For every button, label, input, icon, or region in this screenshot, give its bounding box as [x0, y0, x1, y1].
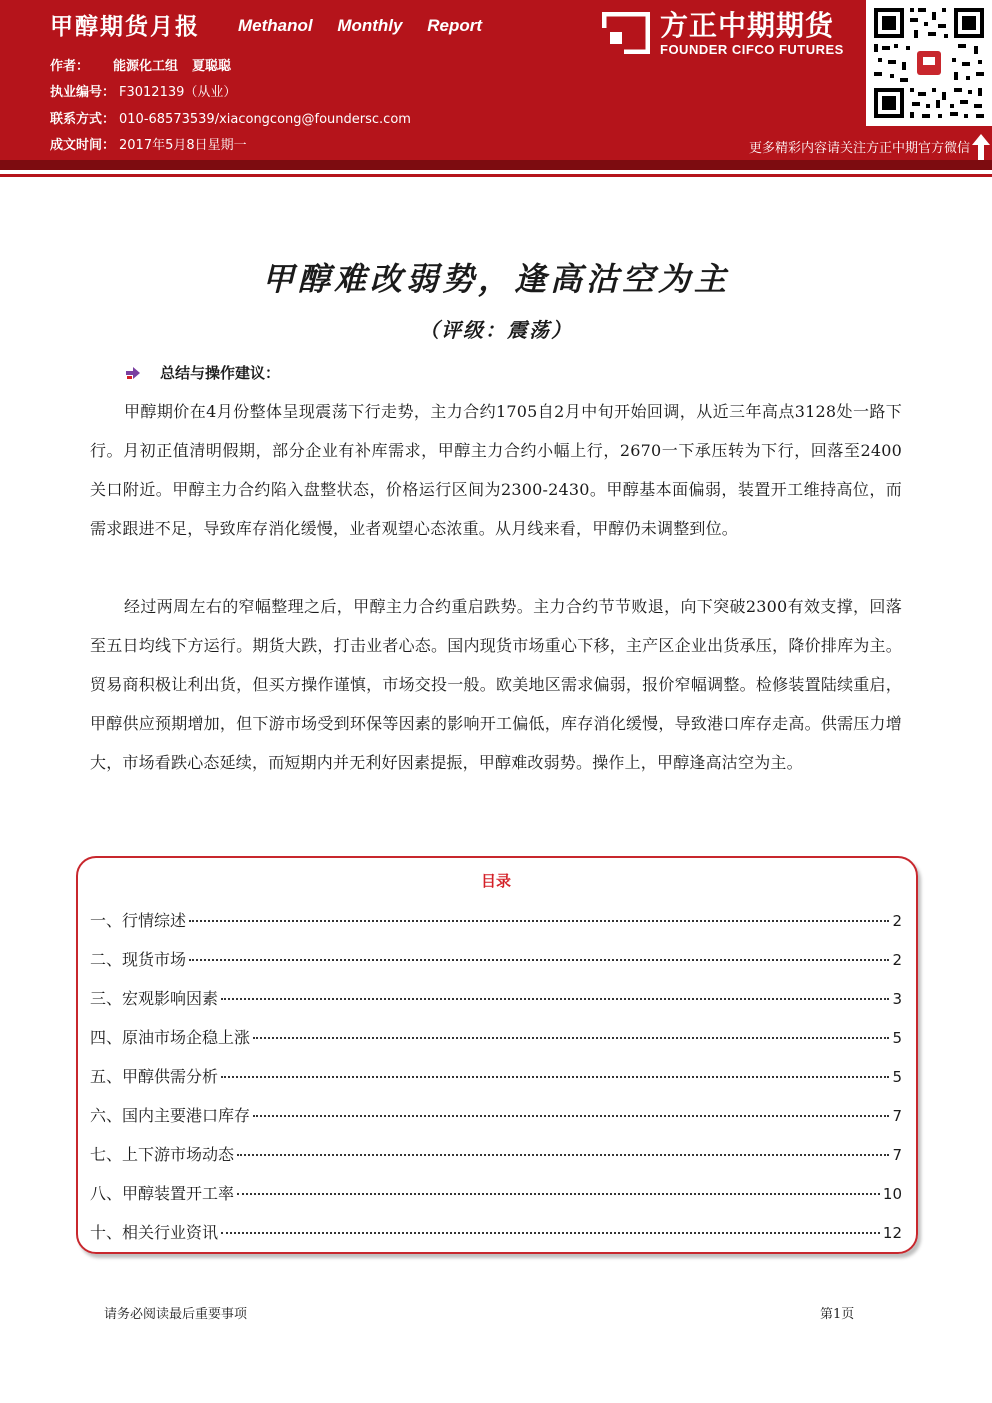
report-title-cn: 甲醇期货月报 [50, 14, 200, 40]
toc-item[interactable] [90, 908, 902, 932]
license-line [50, 81, 236, 100]
contact-value[interactable]: 010-68573539/xiacongcong@foundersc.com [119, 112, 411, 127]
license-value: F3012139（从业） [119, 85, 237, 100]
toc-item-label: 十、相关行业资讯 [90, 1223, 219, 1242]
toc-leader [221, 1231, 880, 1234]
logo-text-en: FOUNDER CIFCO FUTURES [660, 42, 844, 57]
toc-leader [237, 1153, 889, 1156]
date-line [50, 134, 247, 153]
toc-leader [221, 997, 889, 1000]
toc-item-page: 3 [892, 990, 902, 1008]
toc-item-page: 5 [892, 1068, 902, 1086]
article-rating: （评级：震荡） [419, 318, 573, 342]
author-team: 能源化工组 [113, 59, 179, 74]
founder-logo-icon [602, 12, 650, 54]
toc-leader [253, 1114, 889, 1117]
toc-item-page: 10 [882, 1185, 902, 1203]
toc-item-page: 2 [892, 912, 902, 930]
contact-line [50, 108, 411, 127]
paragraph-2: 经过两周左右的窄幅整理之后，甲醇主力合约重启跌势。主力合约节节败退，向下突破2300有效支撑，回落至五日均线下方运行。期货大跌，打击业者心态。国内现货市场重心下移，主产区企业出货承压，降价排库为主。贸易商积极让利出货，但买方操作谨慎，市场交投一般。欧美地区需求偏弱，报价窄幅调整。检修装置陆续重启，甲醇供应预期增加，但下游市场受到环保等因素的影响开工偏低，库存消化缓慢，导致港口库存走高。供需压力增大，市场看跌心态延续，而短期内并无利好因素提振，甲醇难改弱势。操作上，甲醇逢高沽空为主。 [90, 597, 902, 772]
header-divider [0, 160, 992, 170]
toc-leader [221, 1075, 889, 1078]
toc-leader [189, 958, 889, 961]
toc-item-page: 2 [892, 951, 902, 969]
author-line [50, 55, 231, 74]
license-label: 执业编号： [50, 85, 116, 100]
toc-item[interactable] [90, 1220, 902, 1244]
toc-item[interactable] [90, 986, 902, 1010]
toc-item-label: 一、行情综述 [90, 911, 187, 930]
author-name: 夏聪聪 [192, 59, 232, 74]
date-label: 成文时间： [50, 138, 116, 153]
toc-item[interactable] [90, 1142, 902, 1166]
toc-item[interactable] [90, 947, 902, 971]
contact-label: 联系方式： [50, 112, 116, 127]
toc-item[interactable] [90, 1064, 902, 1088]
toc-item[interactable] [90, 1103, 902, 1127]
footer-page-number: 第1页 [820, 1307, 855, 1322]
toc-item-label: 二、现货市场 [90, 950, 187, 969]
wechat-qr-code [866, 0, 992, 126]
toc-item-page: 12 [882, 1224, 902, 1242]
wechat-note: 更多精彩内容请关注方正中期官方微信 [748, 141, 970, 156]
toc-leader [253, 1036, 889, 1039]
toc-item-label: 三、宏观影响因素 [90, 989, 219, 1008]
header-rule [0, 174, 992, 177]
article-title: 甲醇难改弱势，逢高沽空为主 [261, 260, 730, 298]
toc-item-page: 7 [892, 1107, 902, 1125]
report-header [0, 0, 992, 168]
author-label: 作者： [50, 59, 90, 74]
toc-item-label: 四、原油市场企稳上涨 [90, 1028, 251, 1047]
toc-item-label: 五、甲醇供需分析 [90, 1067, 219, 1086]
summary-heading-text: 总结与操作建议： [160, 364, 281, 382]
toc-leader [237, 1192, 880, 1195]
date-value: 2017年5月8日星期一 [119, 138, 247, 153]
arrow-up-icon [972, 134, 990, 160]
toc-item-label: 六、国内主要港口库存 [90, 1106, 251, 1125]
report-title-en: Methanol Monthly Report [238, 16, 482, 35]
toc-item-page: 5 [892, 1029, 902, 1047]
qr-code-icon [866, 0, 992, 126]
toc-item-label: 八、甲醇装置开工率 [90, 1184, 235, 1203]
toc-title: 目录 [480, 872, 511, 890]
bullet-arrow-icon [126, 366, 140, 380]
toc-item-page: 7 [892, 1146, 902, 1164]
toc-item-label: 七、上下游市场动态 [90, 1145, 235, 1164]
toc-item[interactable] [90, 1181, 902, 1205]
logo-text-cn: 方正中期期货 [660, 9, 835, 42]
toc-item[interactable] [90, 1025, 902, 1049]
footer-notice: 请务必阅读最后重要事项 [104, 1307, 248, 1322]
summary-heading [126, 362, 280, 383]
paragraph-1: 甲醇期价在4月份整体呈现震荡下行走势，主力合约1705自2月中旬开始回调，从近三年高点3128处一路下行。月初正值清明假期，部分企业有补库需求，甲醇主力合约小幅上行，2670一下承压转为下行，回落至2400关口附近。甲醇主力合约陷入盘整状态，价格运行区间为2300-2430。甲醇基本面偏弱，装置开工维持高位，而需求跟进不足，导致库存消化缓慢，业者观望心态浓重。从月线来看，甲醇仍未调整到位。 [90, 402, 902, 538]
toc-leader [189, 919, 889, 922]
